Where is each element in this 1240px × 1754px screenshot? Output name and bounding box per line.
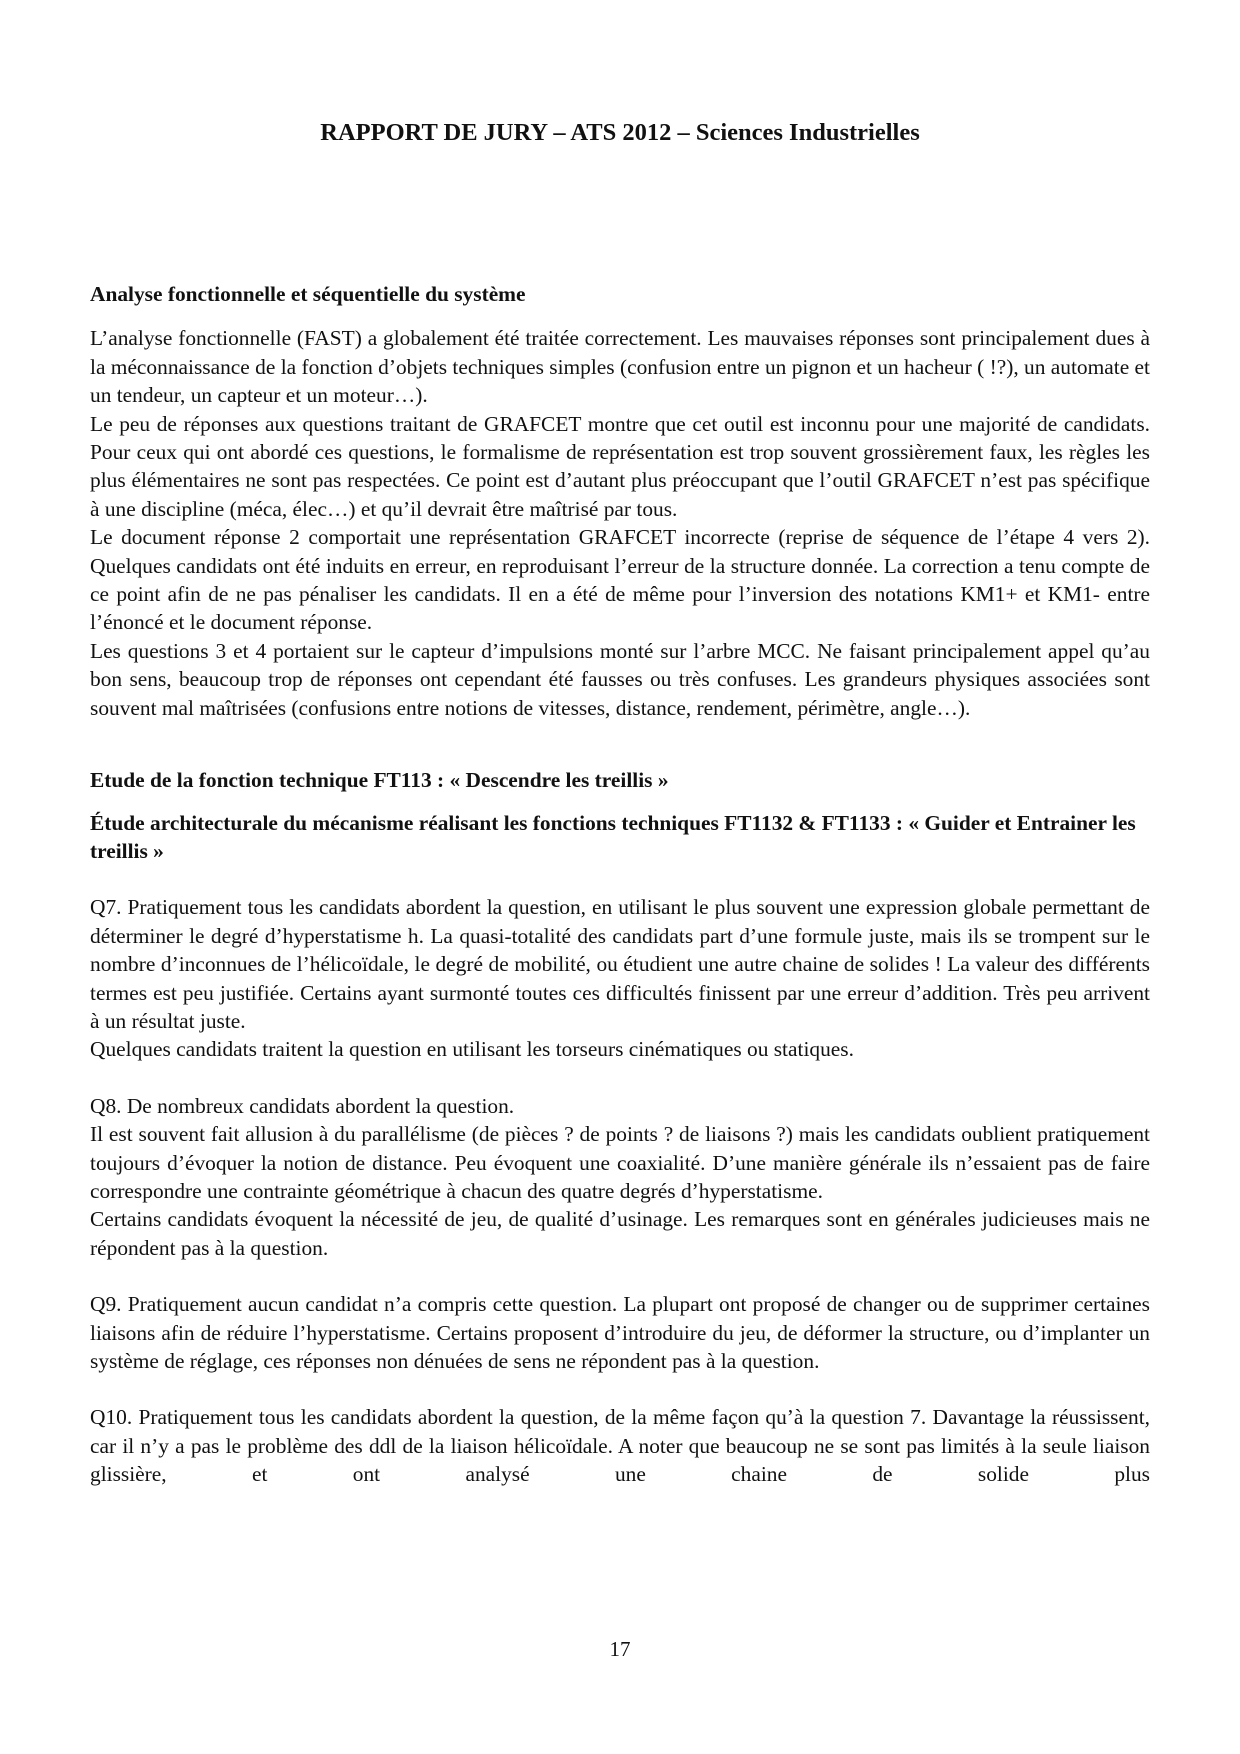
paragraph-q8-intro: Q8. De nombreux candidats abordent la question. [90,1093,515,1118]
paragraph-fast: L’analyse fonctionnelle (FAST) a globalement été traitée correctement. Les mauvaises réponses sont principalement dues à la méconnaissance de la fonction d’objets techniques simples (confusion entre un pignon et un hacheur ( !?), un automate et un tendeur, un capteur et un moteur…). [90,326,1150,408]
paragraph-document-reponse: Le document réponse 2 comportait une représentation GRAFCET incorrecte (reprise de séquence de l’étape 4 vers 2). Quelques candidats ont été induits en erreur, en reproduisant l’erreur de la structure donnée. La correction a tenu compte de ce point afin de ne pas pénaliser les candidats. Il en a été de même pour l’inversion des notations KM1+ et KM1- entre l’énoncé et le document réponse. [90,525,1150,635]
section-heading-ft113: Etude de la fonction technique FT113 : « Descendre les treillis » [90,768,669,793]
paragraph-grafcet: Le peu de réponses aux questions traitant de GRAFCET montre que cet outil est inconnu pour une majorité de candidats. Pour ceux qui ont abordé ces questions, le formalisme de représentation est trop souvent grossièrement faux, les règles les plus élémentaires ne sont pas respectées. Ce point est d’autant plus préoccupant que l’outil GRAFCET n’est pas spécifique à une discipline (méca, élec…) et qu’il devrait être maîtrisé par tous. [90,411,1150,521]
paragraph-q10: Q10. Pratiquement tous les candidats abordent la question, de la même façon qu’à la question 7. Davantage la réussissent, car il n’y a pas le problème des ddl de la liaison hélicoïdale. A noter que beaucoup ne se sont pas limités à la seule liaison glissière, et ont analysé une chaine de solide plus [90,1405,1150,1487]
section-heading-functional-analysis: Analyse fonctionnelle et séquentielle du système [90,282,526,306]
paragraph-q9: Q9. Pratiquement aucun candidat n’a compris cette question. La plupart ont proposé de changer ou de supprimer certaines liaisons afin de réduire l’hyperstatisme. Certains proposent d’introduire du jeu, de déformer la structure, ou d’implanter un système de réglage, ces réponses non dénuées de sens ne répondent pas à la question. [90,1292,1150,1373]
page-number: 17 [609,1637,631,1661]
paragraph-capteur: Les questions 3 et 4 portaient sur le capteur d’impulsions monté sur l’arbre MCC. Ne faisant principalement appel qu’au bon sens, beaucoup trop de réponses ont cependant été fausses ou très confuses. Les grandeurs physiques associées sont souvent mal maîtrisées (confusions entre notions de vitesses, distance, rendement, périmètre, angle…). [90,638,1150,720]
report-title: RAPPORT DE JURY – ATS 2012 – Sciences Industrielles [320,119,920,146]
section-heading-architecture: Étude architecturale du mécanisme réalisant les fonctions techniques FT1132 & FT1133 : « Guider et Entrainer les treillis » [90,810,1136,863]
paragraph-q7: Q7. Pratiquement tous les candidats abordent la question, en utilisant le plus souvent une expression globale permettant de déterminer le degré d’hyperstatisme h. La quasi-totalité des candidats part d’une formule juste, mais ils se trompent sur le nombre d’inconnues de l’hélicoïdale, le degré de mobilité, ou étudient une autre chaine de solides ! La valeur des différents termes est peu justifiée. Certains ayant surmonté toutes ces difficultés finissent par une erreur d’addition. Très peu arrivent à un résultat juste. [90,895,1150,1033]
report-body [90,280,1150,1489]
paragraph-q7-note: Quelques candidats traitent la question en utilisant les torseurs cinématiques ou statiques. [90,1037,854,1062]
paragraph-q8-remarks: Certains candidats évoquent la nécessité de jeu, de qualité d’usinage. Les remarques sont en générales judicieuses mais ne répondent pas à la question. [90,1207,1150,1260]
paragraph-q8-body: Il est souvent fait allusion à du parallélisme (de pièces ? de points ? de liaisons ?) mais les candidats oublient pratiquement toujours d’évoquer la notion de distance. Peu évoquent une coaxialité. D’une manière générale ils n’essaient pas de faire correspondre une contrainte géométrique à chacun des quatre degrés d’hyperstatisme. [90,1122,1150,1203]
